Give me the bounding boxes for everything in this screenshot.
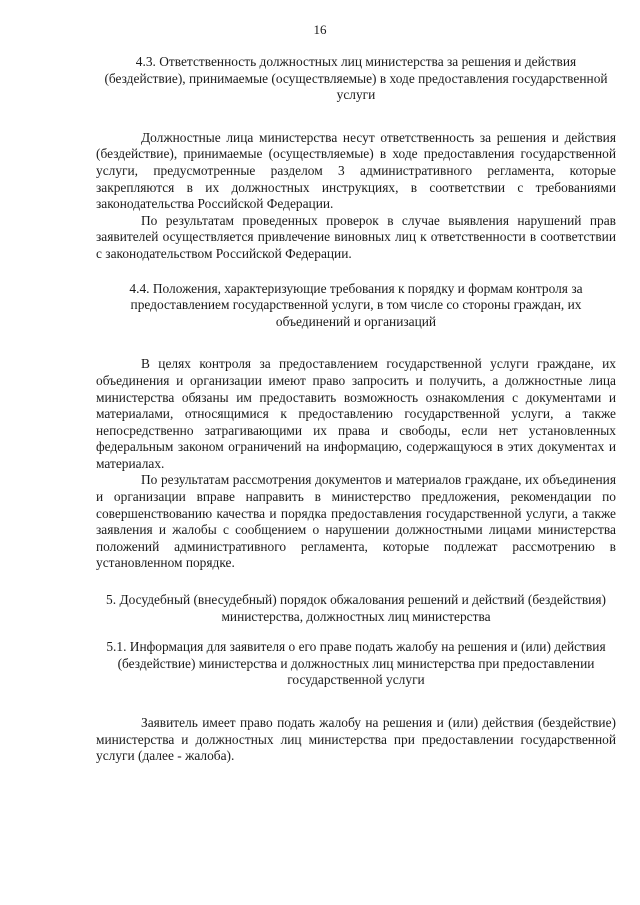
document-body (96, 54, 616, 765)
section-4-3-paragraph-2: По результатам проведенных проверок в случае выявления нарушений прав заявителей осуществляется привлечение виновных лиц к ответственности в соответствии с законодательством Российской Федерации. (96, 212, 616, 261)
section-5-1-paragraph-1: Заявитель имеет право подать жалобу на решения и (или) действия (бездействие) министерства и должностных лиц министерства при предоставлении государственной услуги (далее - жалоба). (96, 715, 616, 764)
page-number: 16 (313, 22, 327, 37)
section-4-3-heading: 4.3. Ответственность должностных лиц министерства за решения и действия (бездействие), принимаемые (осуществляемые) в ходе предоставления государственной услуги (104, 54, 608, 103)
section-4-3-paragraph-1: Должностные лица министерства несут ответственность за решения и действия (бездействие), принимаемые (осуществляемые) в ходе предоставления государственной услуги, предусмотренные разделом 3 административного регламента, которые закрепляются в их должностных инструкциях, в соответствии с требованиями законодательства Российской Федерации. (96, 129, 616, 212)
section-5-heading: 5. Досудебный (внесудебный) порядок обжалования решений и действий (бездействия) министерства, должностных лиц министерства (106, 592, 606, 624)
section-5-1-heading: 5.1. Информация для заявителя о его праве подать жалобу на решения и (или) действия (бездействие) министерства и должностных лиц министерства при предоставлении государственной услуги (106, 639, 606, 688)
section-4-4-paragraph-2: По результатам рассмотрения документов и материалов граждане, их объединения и организации вправе направить в министерство предложения, рекомендации по совершенствованию качества и порядка предоставления государственной услуги, а также заявления и жалобы с сообщением о нарушении должностными лицами министерства положений административного регламента, которые подлежат рассмотрению в установленном порядке. (96, 472, 616, 571)
section-4-4-heading: 4.4. Положения, характеризующие требования к порядку и формам контроля за предоставлением государственной услуги, в том числе со стороны граждан, их объединений и организаций (129, 280, 583, 329)
section-4-4-paragraph-1: В целях контроля за предоставлением государственной услуги граждане, их объединения и организации имеют право запросить и получить, а должностные лица министерства обязаны им предоставить возможность ознакомления с документами и материалами, относящимися к предоставлению государственной услуги, а также непосредственно затрагивающими их права и свободы, если нет установленных федеральным законом ограничений на информацию, содержащуюся в этих документах и материалах. (96, 356, 616, 471)
